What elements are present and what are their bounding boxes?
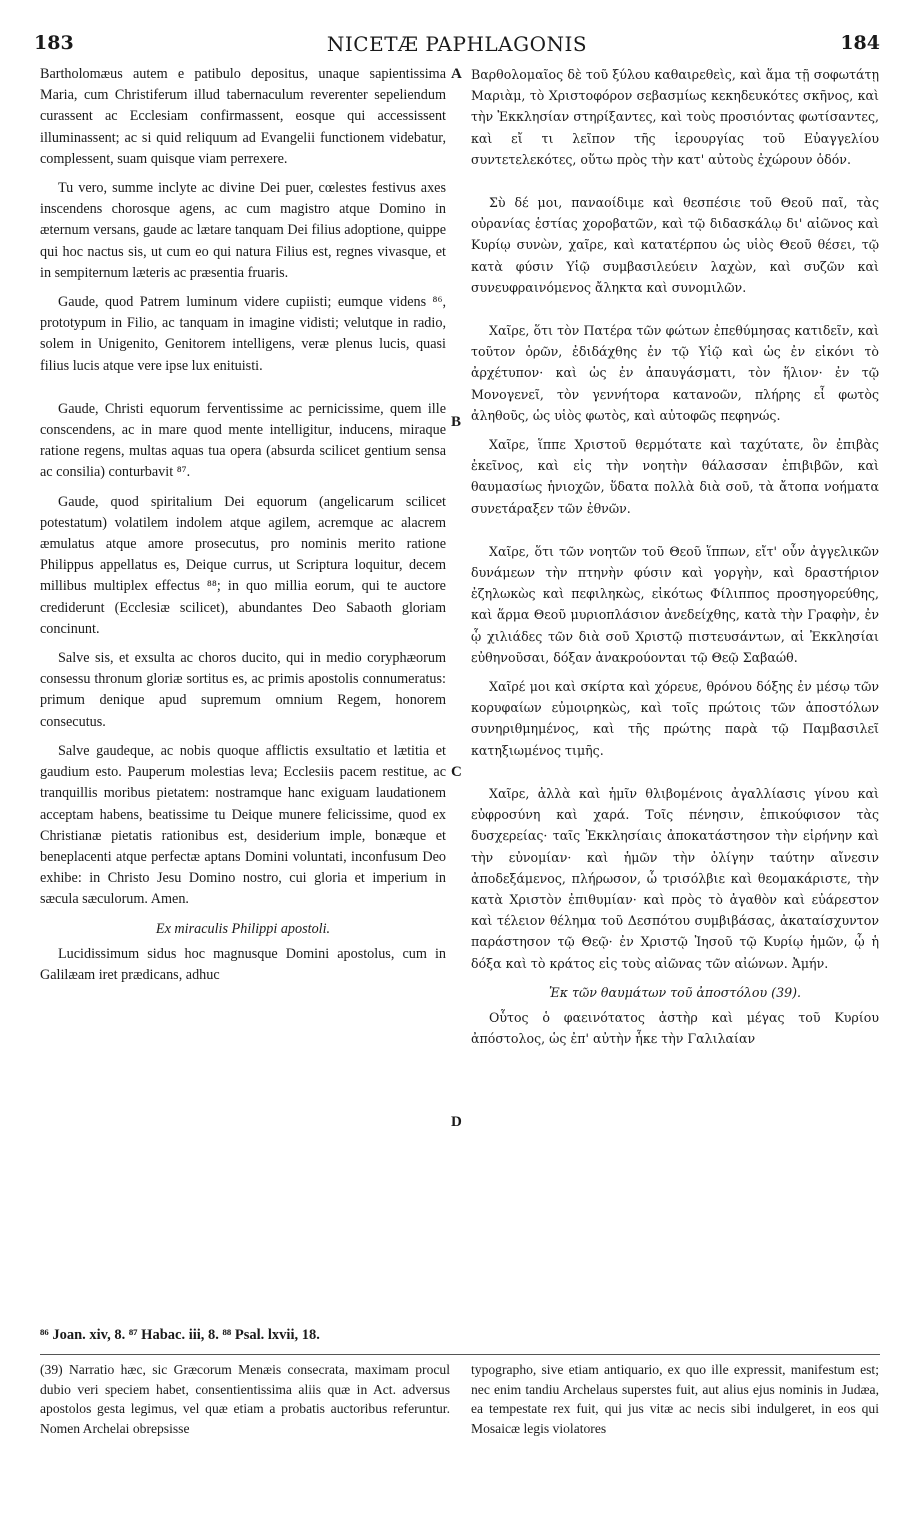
page-number-right: 184 bbox=[840, 32, 880, 54]
greek-paragraph: Χαῖρε, ὅτι τῶν νοητῶν τοῦ Θεοῦ ἵππων, εἴτ' οὖν ἀγγελικῶν δυνάμεων τὴν πτηνὴν φύσιν καὶ γοργὴν, καὶ δραστήριον ἐζηλωκὼς καὶ πεφιληκὼς, εἰκότως Φίλιππος προσηγορεύθης, καὶ ἅρμα Θεοῦ μυριοπλάσιον ἀνεδείχθης, κατὰ τὴν Γραφὴν, ἐν ᾧ χιλιάδες τῶν διὰ σοῦ Χριστῷ πιστευσάντων, αἱ Ἐκκλησίαι εὐθηνοῦσαι, δόξαν ἀνακρούονται τῷ Θεῷ Σαβαώθ. bbox=[471, 543, 879, 665]
latin-column bbox=[40, 64, 446, 994]
greek-paragraph: Χαῖρε, ὅτι τὸν Πατέρα τῶν φώτων ἐπεθύμησας κατιδεῖν, καὶ τοῦτον ὁρῶν, ἐδιδάχθης ἐν τῷ Υἱῷ καὶ ὡς ἐν εἰκόνι τὸ ἀρχέτυπον· καὶ ὡς ἐν ἀπαυγάσματι, τὸν ἥλιον· ἐν τῷ Μονογενεῖ, τὸν γεννήτορα κατανοῶν, πλήρης εἶ φωτὸς ἀληθοῦς, ὡς υἱὸς φωτὸς, καὶ αὐτοφῶς πεφηνώς. bbox=[471, 323, 879, 423]
editor-note-left: (39) Narratio hæc, sic Græcorum Menæis consecrata, maximam procul dubio veri speciem habet, consentientissima aliis quæ in Act. adversus apostolos gesta legimus, vel quæ etiam a probatis auctoribus referuntur. Nomen Archelai obrepsisse bbox=[40, 1362, 450, 1436]
latin-paragraph: Salve gaudeque, ac nobis quoque afflictis exsultatio et lætitia et gaudium esto. Pauperum molestias leva; Ecclesiis pacem restitue, ac tranquillis moribus pietatem: nostramque hanc exiguam laudationem acceptam habens, beatissime tu Deique munere felicissime, quod ex Christianæ pietatis rationibus est, desiderium imple, bonæque et beneplacenti atque perfectæ aptans Domini voluntati, inconfusum Deo exhibe: in Christo Jesu Domino nostro, cui gloria et imperium in sæcula sæculorum. Amen. bbox=[40, 742, 446, 908]
greek-paragraph: Σὺ δέ μοι, παναοίδιμε καὶ θεσπέσιε τοῦ Θεοῦ παῖ, τὰς οὐρανίας ἑστίας χοροβατῶν, καὶ τῷ διδασκάλῳ δι' αἰῶνος καὶ Κυρίῳ συνὼν, χαῖρε, καὶ κατατέρπου ὡς υἱὸς Θεοῦ θέσει, τῷ κατὰ φύσιν Υἱῷ συμβασιλεύειν λαχὼν, καὶ συζῶν καὶ συνευφραινόμενος ἄληκτα καὶ συνομιλῶν. bbox=[471, 195, 879, 295]
latin-paragraph: Lucidissimum sidus hoc magnusque Domini apostolus, cum in Galilæam iret prædicans, adhuc bbox=[40, 945, 446, 983]
footnote-divider bbox=[40, 1354, 880, 1355]
page-number-left: 183 bbox=[34, 32, 74, 54]
greek-paragraph: Χαῖρέ μοι καὶ σκίρτα καὶ χόρευε, θρόνου δόξης ἐν μέσῳ τῶν κορυφαίων εὐμοιρηκὼς, καὶ τοῖς πρώτοις τῶν ἀποστόλων συνηριθμημένος, καὶ τῆς πρώτης παρὰ τῷ Παμβασιλεῖ κατηξιωμένος τιμῆς. bbox=[471, 679, 879, 758]
running-title: NICETÆ PAPHLAGONIS bbox=[326, 32, 588, 56]
latin-paragraph: Gaude, quod spiritalium Dei equorum (angelicarum scilicet potestatum) volatilem indolem atque agilem, acremque ac alacrem æmulatus atque amore prosecutus, pro nominis merito ratione Philippus appellatus es, Deique currus, ut Scriptura loquitur, decem millibus multiplex effectus ⁸⁸; in quo millia eorum, qui te auctore crediderunt (Ecclesiæ scilicet), abundantes Deo Sabaoth gloriam concinunt. bbox=[40, 493, 446, 637]
latin-paragraph: Bartholomæus autem e patibulo depositus, unaque sapientissima Maria, cum Christiferum illud tabernaculum reverenter sepeliendum curassent ac Ecclesiam confirmassent, eosque qui accessissent illuminassent; ac si quid reliquum ad Evangelii functionem videbatur, complessent, suam quisque viam perrexere. bbox=[40, 66, 446, 167]
greek-paragraph: Βαρθολομαῖος δὲ τοῦ ξύλου καθαιρεθεὶς, καὶ ἅμα τῇ σοφωτάτῃ Μαριὰμ, τὸ Χριστοφόρον σεβασμίως κεκηδευκότες σκῆνος, καὶ τὴν Ἐκκλησίαν στηρίξαντες, καὶ τοὺς προσιόντας φωτίσαντες, καὶ εἴ τι λεῖπον τῆς ἱερουργίας τοῦ Εὐαγγελίου συντετελεκότες, οὕτω πρὸς τὴν κατ' αὐτοὺς ἐχώρουν ὁδόν. bbox=[471, 67, 879, 167]
footnote-references: ⁸⁶ Joan. xiv, 8. ⁸⁷ Habac. iii, 8. ⁸⁸ Psal. lxvii, 18. bbox=[40, 1327, 320, 1343]
latin-section-heading: Ex miraculis Philippi apostoli. bbox=[155, 920, 331, 937]
latin-paragraph: Salve sis, et exsulta ac choros ducito, qui in medio coryphæorum consessu thronum gloriæ sortitus es, ac primis apostolis connumeratus: primum denique apud supremum omnium Regem, honorem consecutus. bbox=[40, 650, 446, 730]
greek-paragraph: Χαῖρε, ἵππε Χριστοῦ θερμότατε καὶ ταχύτατε, ὃν ἐπιβὰς ἐκεῖνος, καὶ εἰς τὴν νοητὴν θάλασσαν ἐπιβιβῶν, καὶ θαυμασίως ἡνιοχῶν, ὕδατα πολλὰ διὰ σοῦ, τὰ ἄτοπα νοήματα συνετάραξεν τῶν ἐθνῶν. bbox=[471, 437, 879, 516]
greek-paragraph: Χαῖρε, ἀλλὰ καὶ ἡμῖν θλιβομένοις ἀγαλλίασις γίνου καὶ εὐφροσύνη καὶ χαρά. Τοῖς πένησιν, ἐπικούφισον τὰς δυσχερείας· ταῖς Ἐκκλησίαις ἀποκατάστησον τὴν εἰρήνην καὶ τὴν εὐνομίαν· καὶ ἡμῶν τὴν ὀλίγην ταύτην αἴνεσιν ἀποδεξάμενος, πλήρωσον, ὦ τρισόλβιε καὶ θεομακάριστε, τὴν κατὰ Χριστὸν ἐπιθυμίαν· καὶ πρὸς τὸ ἀγαθὸν καὶ εὐάρεστον καὶ τέλειον θέλημα τοῦ Δεσπότου συμβιβάσας, ἀκαταίσχυντον παράστησον τῷ Θεῷ· ἐν Χριστῷ Ἰησοῦ τῷ Κυρίῳ ἡμῶν, ᾧ ἡ δόξα καὶ τὸ κράτος εἰς τοὺς αἰῶνας τῶν αἰώνων. Ἀμήν. bbox=[471, 785, 879, 971]
margin-marker-c: C bbox=[451, 764, 462, 780]
page-header bbox=[34, 32, 880, 58]
latin-paragraph: Gaude, quod Patrem luminum videre cupiisti; eumque videns ⁸⁶, prototypum in Filio, ac tanquam in imagine vidisti; velutque in radio, solem in Unigenito, Genitorem intelligens, veræ plenus lucis, quasi filius lucis atque vere ipse lux enituisti. bbox=[40, 294, 446, 374]
latin-paragraph: Gaude, Christi equorum ferventissime ac pernicissime, quem ille conscendens, ac in mare quod mente intelligitur, inducens, miraque ratione regens, multas aquas tua opera (absurda scilicet gentium sensa ac consilia) conturbavit ⁸⁷. bbox=[40, 400, 446, 481]
greek-section-heading: Ἐκ τῶν θαυμάτων τοῦ ἀποστόλου (39). bbox=[548, 984, 802, 1000]
latin-paragraph: Tu vero, summe inclyte ac divine Dei puer, cœlestes festivus axes inscendens chorosque agens, ac cum magistro atque Domino in æternum versans, gaude ac lætare tanquam Dei filius adoptione, quippe qui hoc nactus sis, ut cum eo qui natura Filius est, regnes vivasque, et in sempiternum læteris ac præsentia fruaris. bbox=[40, 180, 446, 281]
margin-marker-a: A bbox=[451, 66, 462, 82]
editor-note-right: typographo, sive etiam antiquario, ex quo ille expressit, manifestum est; nec enim tandiu Archelaus superstes fuit, aut alius ejus nominis in Judæa, ea tempestate rex fuit, qui jus vitæ ac necis sibi indulgeret, in eos qui Mosaicæ legis violatores bbox=[471, 1362, 879, 1436]
margin-marker-b: B bbox=[451, 414, 462, 430]
margin-marker-d: D bbox=[451, 1114, 462, 1130]
greek-column bbox=[471, 64, 879, 1057]
greek-paragraph: Οὗτος ὁ φαεινότατος ἀστὴρ καὶ μέγας τοῦ Κυρίου ἀπόστολος, ὡς ἐπ' αὐτὴν ἧκε τὴν Γαλιλαίαν bbox=[471, 1009, 879, 1047]
